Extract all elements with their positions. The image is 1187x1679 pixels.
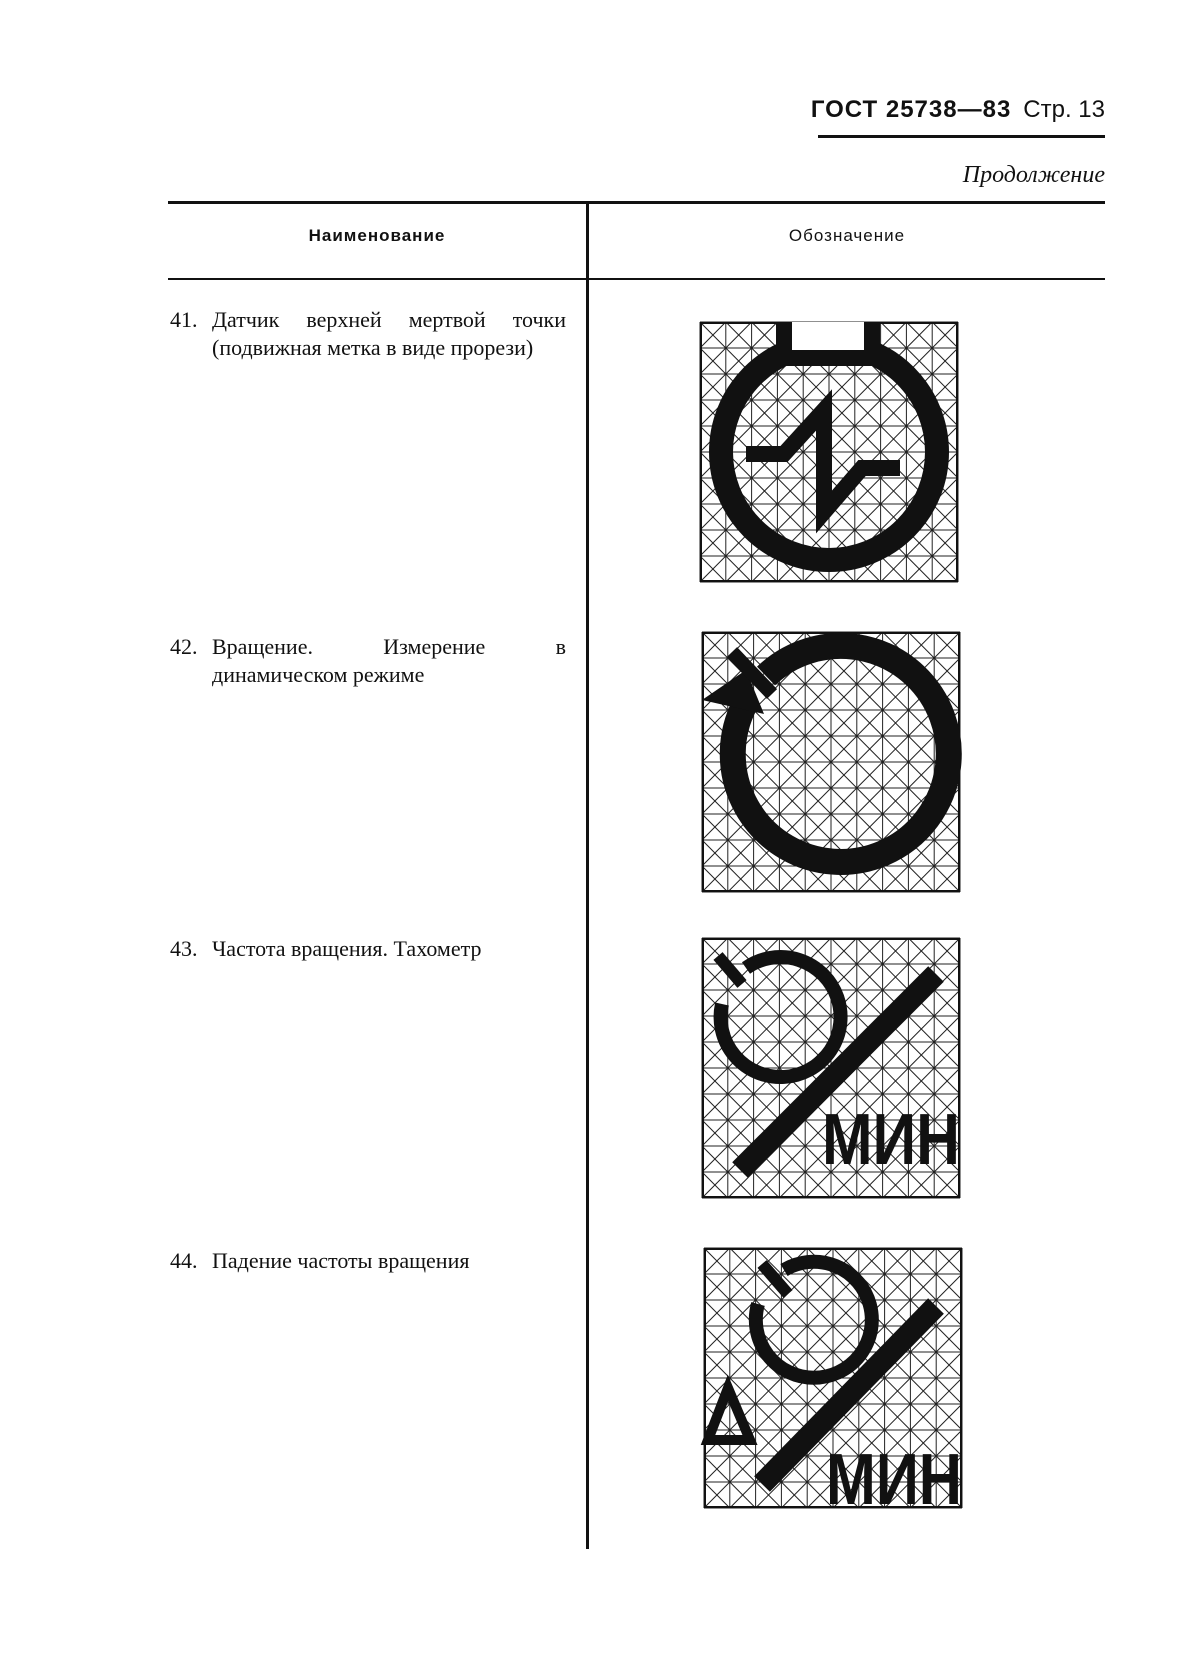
row-number: 41.: [170, 307, 198, 332]
unit-label: МИН: [826, 1440, 962, 1520]
row-name: Вращение. Измерение в динамическом режиме: [212, 634, 566, 687]
table-row: [170, 306, 566, 362]
tachometer-symbol: [702, 938, 960, 1198]
rotation-symbol: [702, 632, 960, 892]
table-row: [170, 633, 566, 689]
column-header-name: Наименование: [308, 226, 446, 245]
header-underline: [818, 135, 1105, 138]
zigzag-mark: [746, 410, 900, 512]
page-header: [811, 96, 1105, 124]
row-name: Частота вращения. Тахометр: [212, 936, 482, 961]
table-row: [170, 935, 566, 963]
row-number: 42.: [170, 634, 198, 659]
rotation-drop-symbol: [704, 1248, 962, 1520]
table-header-rule: [168, 278, 1105, 280]
table-top-rule: [168, 201, 1105, 204]
standard-number: ГОСТ 25738—83: [810, 96, 1012, 123]
delta-icon: [708, 1388, 750, 1440]
row-number: 43.: [170, 936, 198, 961]
row-name: Падение частоты вращения: [212, 1248, 470, 1273]
slot-gap: [782, 322, 874, 352]
column-header-symbol: Обозначение: [788, 226, 906, 245]
row-name: Датчик верхней мертвой точки (подвижная метка в виде прорези): [212, 307, 566, 360]
row-number: 44.: [170, 1248, 198, 1273]
page-number: Стр. 13: [1023, 96, 1105, 123]
table-row: [170, 1247, 566, 1275]
table-column-divider: [586, 201, 589, 1549]
unit-label: МИН: [822, 1100, 960, 1180]
tdc-sensor-symbol: [700, 322, 958, 582]
continuation-label: Продолжение: [962, 162, 1105, 188]
